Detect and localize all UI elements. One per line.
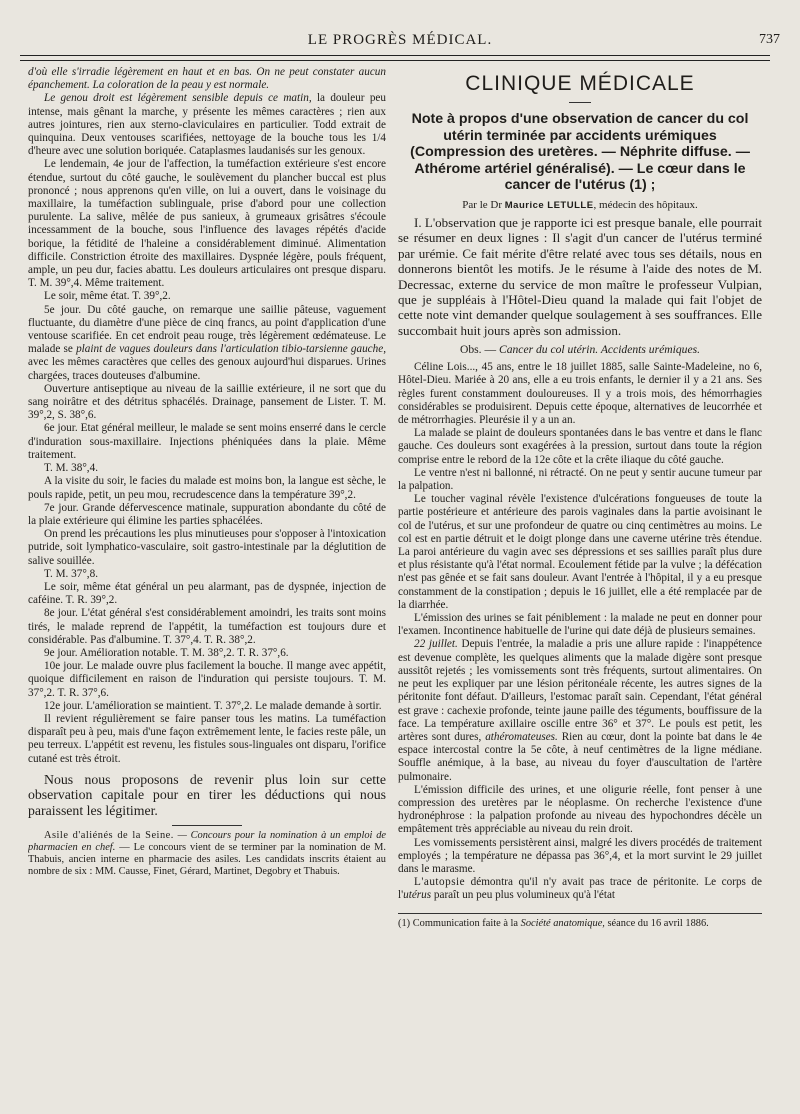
paragraph: T. M. 38°,4. — [44, 462, 98, 475]
obs-label: Obs. — — [459, 343, 499, 357]
text: — Le concours vient de se terminer par la nomination de M. Thabuis, ancien interne en pharmacie des asiles. Les candidats inscrits étaient au nombre de six : MM. Causse, Finet, Gérard, Martinet, Degobry et Thabuis. — [28, 841, 386, 877]
paragraph: L'émission des urines se fait péniblement : la malade ne peut en donner pour l'examen. Incontinence habituelle de l'urine qui date déjà de plusieurs semaines. — [398, 612, 762, 638]
header-rule-thin — [20, 60, 770, 61]
intro-block — [398, 215, 762, 338]
paragraph: Il revient régulièrement se faire panser tous les matins. La tuméfaction disparaît peu à peu, mais d'une façon extrêmement lente, le facies reste pâle, un peu terreux. L'appétit est revenu, les fistules sous-linguales ont disparu, l'orifice cutané est très étroit. — [28, 712, 386, 765]
paragraph — [28, 92, 386, 158]
text: démontra qu'il n'y avait pas trace de péritonite. Le corps de l' — [398, 876, 762, 902]
paragraph: I. L'observation que je rapporte ici est presque banale, elle pourrait se résumer en deux lignes : Il s'agit d'un cancer de l'utérus terminé par urémie. Ce fait mérite d'être relaté avec tous ses détails, nous en donnerons bientôt les motifs. Je le résume à l'aide des notes de M. Decressac, externe du service de mon maître le professeur Vulpian, que je suppléais à l'Hôtel-Dieu quand la malade qui fait l'objet de cette note vint demander quelque soulagement à ses souffrances. Elle succombait huit jours après son admission. — [398, 214, 762, 338]
footnote-text — [398, 918, 762, 930]
italic-text: utérus — [403, 889, 432, 902]
text: Rien au cœur, dont la pointe bat dans le 4e espace intercostal contre la 5e côte, à neuf centimètres de la ligne médiane. Souffle anémique, à la base, au niveau du foyer d'auscultation de l'artère pulmonaire. — [398, 730, 762, 783]
italic-text: athéromateuses. — [485, 730, 558, 743]
paragraph: Le soir, même état général un peu alarmant, pas de dyspnée, injection de caféine. T. R. 39°,2. — [28, 580, 386, 607]
paragraph: L'émission difficile des urines, et une oligurie réelle, font penser à une compression des uretères par le néoplasme. On recherche l'existence d'une hydronéphrose : la palpation profonde au niveau des hypochondres décèle un empâtement très appréciable au niveau du rein droit. — [398, 783, 762, 836]
page-number: 737 — [759, 32, 780, 47]
separator-rule — [172, 825, 242, 826]
paragraph: Nous nous proposons de revenir plus loin sur cette observation capitale pour en tirer les déductions qui nous paraissent les légitimer. — [28, 771, 386, 818]
paragraph: Le toucher vaginal révèle l'existence d'ulcérations fongueuses de toute la partie postérieure et antérieure des parois vaginales dans la partie avoisinant le col de l'utérus, et sur une profondeur de quatre ou cinq centimètres au moins. Le col est en partie détruit et le doigt plonge dans une caverne utérine très étendue. La paroi antérieure du vagin avec ses dépressions et ses saillies paraît plus dure et plus résistante qu'à l'état normal. Ecoulement fétide par la vulve ; la défécation n'est pas gênée et se fait sans douleur. Avant l'entrée à l'hôpital, il y a eu presque constamment de la constipation ; depuis le 16 juillet, elle a été remplacée par de la diarrhée. — [398, 493, 762, 611]
italic-text: Le genou droit est légèrement sensible depuis ce matin, — [44, 92, 312, 105]
header-rule-thick — [20, 55, 770, 56]
observation-heading — [398, 343, 762, 356]
text: avec les mêmes caractères que celles des genoux aujourd'hui disparues. Urines chargées, traces douteuses d'albumine. — [28, 356, 386, 382]
paragraph: 9e jour. Amélioration notable. T. M. 38°,2. T. R. 37°,6. — [44, 646, 289, 659]
paragraph: T. M. 37°,8. — [44, 567, 98, 580]
paragraph: 10e jour. Le malade ouvre plus facilement la bouche. Il mange avec appétit, quoique difficilement en raison de l'induration qui persiste toujours. T. M. 37°,2. T. R. 37°,6. — [28, 660, 386, 699]
paragraph: A la visite du soir, le facies du malade est moins bon, la langue est sèche, le pouls rapide, petit, un peu mou, recrudescence dans la température 39°,2. — [28, 475, 386, 501]
autopsy-label: L'autopsie — [414, 876, 466, 889]
paragraph: 12e jour. L'amélioration se maintient. T. 37°,2. Le malade demande à sortir. — [44, 699, 382, 712]
italic-text: — Concours pour la nomination à un emploi de pharmacien en chef. — [28, 829, 386, 853]
paragraph: Ouverture antiseptique au niveau de la saillie extérieure, il ne sort que du sang noirâtre et des détritus sphacélés. Drainage, pansement de Lister. T. M. 39°,2, S. 38°,6. — [28, 382, 386, 422]
byline — [398, 199, 762, 211]
paragraph — [398, 876, 762, 902]
byline-prefix: Par le Dr — [462, 198, 505, 211]
running-header — [20, 32, 780, 50]
journal-title: LE PROGRÈS MÉDICAL. — [307, 32, 493, 48]
obs-title: Cancer du col utérin. Accidents urémiques. — [498, 343, 700, 357]
paragraph: Céline Lois..., 45 ans, entre le 18 juillet 1885, salle Sainte-Madeleine, no 6, Hôtel-Dieu. Mariée à 20 ans, elle a eu trois enfants, le dernier il y a 21 ans. Ses règles furent constamment douloureuses. Il y a trois mois, des hémorrhagies considérables se produisirent. Depuis cette époque, alternatives de leucorrhée et de métrorrhagies. Pleurésie il y a un an. — [398, 361, 762, 427]
paragraph: Les vomissements persistèrent ainsi, malgré les divers procédés de traitement employés ; la température ne dépassa pas 36°,4, et la mort survint le 29 juillet dans le marasme. — [398, 836, 762, 875]
paragraph: On prend les précautions les plus minutieuses pour s'opposer à l'intoxication putride, soit lymphatico-vasculaire, soit gastro-intestinale par la déglutition de salive souillée. — [28, 528, 386, 567]
text: Depuis l'entrée, la maladie a pris une allure rapide : l'inappétence est devenue complète, les quelques aliments que la malade digère sont presque aussitôt rejetés ; les vomissements sont très fréquents, surtout alimentaires. On ne peut les expliquer par une lésion péritonéale récente, les autres signes de la péritonite font défaut. D'ailleurs, l'estomac paraît sain. Cependant, l'état général est grave : cachexie profonde, teinte jaune paille des téguments, bouffissure de la face. La température axillaire oscille entre 36° et 37°. Le pouls est petit, les artères sont dures, — [398, 638, 762, 743]
paragraph — [398, 638, 762, 783]
article-title: Note à propos d'une observation de cancer du col utérin terminée par accidents urémiques (Compression des uretères. — Néphrite diffuse. — Athérome artériel généralisé). — Le cœur dans le cancer de l'utérus (1) ; — [410, 111, 750, 194]
italic-text: 22 juillet. — [414, 638, 458, 651]
paragraph: 7e jour. Grande défervescence matinale, suppuration abondante du côté de la plaie extérieure qui élimine les parties sphacélées. — [28, 501, 386, 527]
italic-text: Société anatomique, — [520, 917, 605, 929]
paragraph: 6e jour. Etat général meilleur, le malade se sent moins enserré dans le cercle d'induration sous-maxillaire. Injections phéniquées dans la plaie. Même traitement. — [28, 422, 386, 461]
text: 5e jour. Du côté gauche, on remarque une saillie pâteuse, vaguement fluctuante, du diamètre d'une pièce de cinq francs, au point d'application d'une ventouse scarifiée. En cet endroit peau rouge, très légèrement œdémateuse. Le malade se — [28, 303, 386, 356]
news-item — [28, 830, 386, 878]
text: séance du 16 avril 1886. — [604, 917, 709, 929]
paragraph: Le lendemain, 4e jour de l'affection, la tuméfaction extérieure s'est encore étendue, surtout du côté gauche, le soulèvement du plancher buccal est plus prononcé ; nous apprenons qu'en ville, on lui a ouvert, dans le voisinage du maxillaire, la tuméfaction sublinguale, prise d'abord pour une collection purulente. La salive, mêlée de pus sanieux, à grumeaux grisâtres s'écoule incessamment de la bouche, sous l'influence des lavages répétés d'acide borique, la fétidité de l'haleine a considérablement diminué. Alimentation difficile. Constriction étroite des maxillaires. Dyspnée légère, pouls fréquent, ample, un peu dur, facies abattu. Les douleurs articulaires ont presque disparu. T. M. 39°,4. Même traitement. — [28, 158, 386, 290]
footnote-rule — [398, 913, 762, 914]
italic-text: plaint de vagues douleurs dans l'articulation tibio-tarsienne gauche, — [76, 343, 386, 356]
left-column — [28, 66, 386, 1101]
byline-suffix: , médecin des hôpitaux. — [593, 198, 698, 211]
paragraph: La malade se plaint de douleurs spontanées dans le bas ventre et dans le flanc gauche. Ces douleurs sont exagérées à la pression, surtout dans toute la région comprise entre le rebord de la 12e côte et la crête iliaque du côté gauche. — [398, 427, 762, 466]
text: (1) Communication faite à la — [398, 917, 521, 929]
text: paraît un peu plus volumineux qu'à l'état — [431, 889, 616, 902]
text: la douleur peu intense, mais gênant la marche, y présente les mêmes caractères ; rien aux autres jointures, rien aux sterno-claviculaires en particulier. Todd extrait de quinquina. Deux ventouses scarifiées, nettoyage de la bouche tous les 1/4 d'heure avec une solution boriquée. Cataplasmes laudanisés sur les genoux. — [28, 92, 386, 158]
paragraph: d'où elle s'irradie légèrement en haut et en bas. On ne peut constater aucun épanchement. La coloration de la peau y est normale. — [28, 66, 386, 92]
title-dash — [569, 102, 591, 103]
paragraph — [28, 304, 386, 383]
closing-paragraph-block — [28, 772, 386, 819]
news-heading: Asile d'aliénés de la Seine. — [44, 829, 174, 841]
paragraph: Le ventre n'est ni ballonné, ni rétracté. On ne peut y sentir aucune tumeur par la palpation. — [398, 466, 762, 493]
paragraph: 8e jour. L'état général s'est considérablement amoindri, les traits sont moins tirés, le malade reprend de l'appétit, la tuméfaction est toujours dure et considérable. Pas d'albumine. T. 37°,4. T. R. 38°,2. — [28, 607, 386, 646]
author-name: Maurice LETULLE — [504, 199, 594, 211]
paragraph — [28, 830, 386, 878]
section-title: CLINIQUE MÉDICALE — [465, 72, 695, 95]
paragraph: Le soir, même état. T. 39°,2. — [44, 290, 171, 303]
right-column — [398, 66, 762, 1101]
footnote — [398, 918, 762, 930]
